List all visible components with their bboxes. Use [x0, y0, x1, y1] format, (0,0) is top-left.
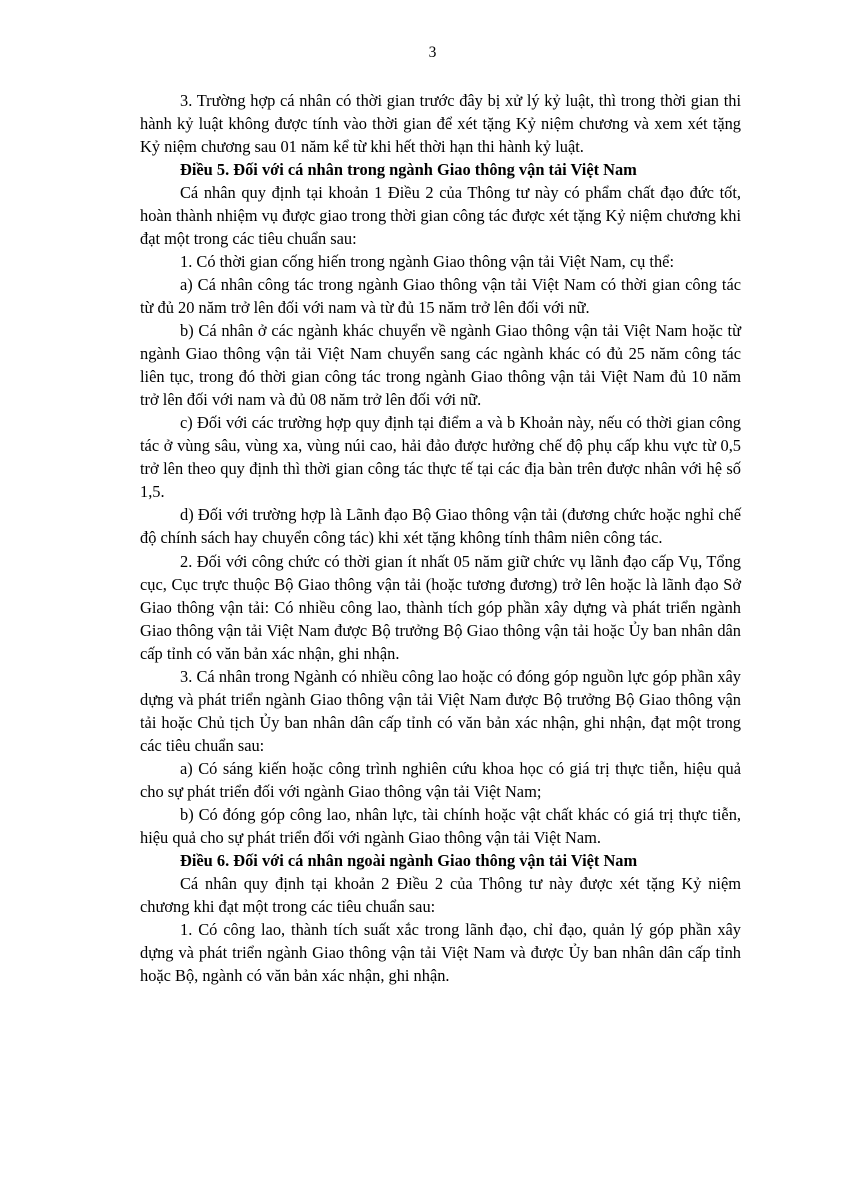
paragraph: Cá nhân quy định tại khoản 1 Điều 2 của Thông tư này có phẩm chất đạo đức tốt, hoàn thành nhiệm vụ được giao trong thời gian công tác được xét tặng Kỷ niệm chương khi đạt một trong các tiêu chuẩn sau: — [140, 182, 741, 248]
paragraph: a) Cá nhân công tác trong ngành Giao thông vận tải Việt Nam có thời gian công tác từ đủ 20 năm trở lên đối với nam và từ đủ 15 năm trở lên đối với nữ. — [140, 274, 741, 318]
paragraph: 1. Có thời gian cống hiến trong ngành Giao thông vận tải Việt Nam, cụ thể: — [180, 251, 674, 271]
document-body — [140, 89, 741, 988]
article-heading-dieu-6: Điều 6. Đối với cá nhân ngoài ngành Giao thông vận tải Việt Nam — [180, 851, 638, 871]
paragraph: 1. Có công lao, thành tích suất xắc trong lãnh đạo, chỉ đạo, quản lý góp phần xây dựng và phát triển ngành Giao thông vận tải Việt Nam và được Ủy ban nhân dân cấp tỉnh hoặc Bộ, ngành có văn bản xác nhận, ghi nhận. — [140, 920, 741, 986]
paragraph: b) Cá nhân ở các ngành khác chuyển về ngành Giao thông vận tải Việt Nam hoặc từ ngành Giao thông vận tải Việt Nam chuyển sang các ngành khác có đủ 25 năm công tác liên tục, trong đó thời gian công tác trong ngành Giao thông vận tải Việt Nam đủ 10 năm trở lên đối với nam và đủ 08 năm trở lên đối với nữ. — [140, 321, 741, 410]
paragraph: 3. Cá nhân trong Ngành có nhiều công lao hoặc có đóng góp nguồn lực góp phần xây dựng và phát triển ngành Giao thông vận tải Việt Nam được Bộ trưởng Bộ Giao thông vận tải hoặc Chủ tịch Ủy ban nhân dân cấp tỉnh có văn bản xác nhận, ghi nhận, đạt một trong các tiêu chuẩn sau: — [140, 666, 741, 755]
paragraph: b) Có đóng góp công lao, nhân lực, tài chính hoặc vật chất khác có giá trị thực tiễn, hiệu quả cho sự phát triển đối với ngành Giao thông vận tải Việt Nam. — [140, 805, 741, 848]
paragraph: 3. Trường hợp cá nhân có thời gian trước đây bị xử lý kỷ luật, thì trong thời gian thi hành kỷ luật không được tính vào thời gian để xét tặng Kỷ niệm chương và xem xét tặng Kỷ niệm chương sau 01 năm kể từ khi hết thời hạn thi hành kỷ luật. — [140, 90, 741, 156]
page-number: 3 — [428, 44, 437, 61]
article-heading-dieu-5: Điều 5. Đối với cá nhân trong ngành Giao thông vận tải Việt Nam — [180, 159, 637, 179]
paragraph: d) Đối với trường hợp là Lãnh đạo Bộ Giao thông vận tải (đương chức hoặc nghỉ chế độ chính sách hay chuyển công tác) khi xét tặng không tính thâm niên công tác. — [140, 505, 741, 548]
paragraph: Cá nhân quy định tại khoản 2 Điều 2 của Thông tư này được xét tặng Kỷ niệm chương khi đạt một trong các tiêu chuẩn sau: — [140, 874, 741, 917]
paragraph: a) Có sáng kiến hoặc công trình nghiên cứu khoa học có giá trị thực tiễn, hiệu quả cho sự phát triển đối với ngành Giao thông vận tải Việt Nam; — [140, 758, 741, 801]
paragraph: 2. Đối với công chức có thời gian ít nhất 05 năm giữ chức vụ lãnh đạo cấp Vụ, Tổng cục, Cục trực thuộc Bộ Giao thông vận tải (hoặc tương đương) trở lên hoặc là lãnh đạo Sở Giao thông vận tải: Có nhiều công lao, thành tích góp phần xây dựng và phát triển ngành Giao thông vận tải Việt Nam được Bộ trưởng Bộ Giao thông vận tải hoặc Ủy ban nhân dân cấp tỉnh có văn bản xác nhận, ghi nhận. — [140, 551, 741, 663]
paragraph: c) Đối với các trường hợp quy định tại điểm a và b Khoản này, nếu có thời gian công tác ở vùng sâu, vùng xa, vùng núi cao, hải đảo được hưởng chế độ phụ cấp khu vực từ 0,5 trở lên theo quy định thì thời gian công tác thực tế tại các địa bàn trên được nhân với hệ số 1,5. — [140, 413, 741, 502]
